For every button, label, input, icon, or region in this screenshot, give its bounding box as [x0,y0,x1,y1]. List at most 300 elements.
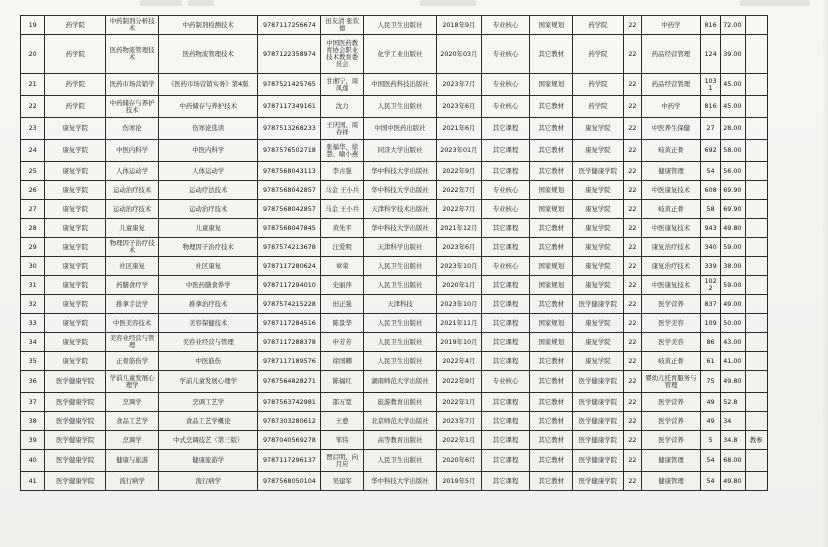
cell-author: 马金 王小兵 [321,200,364,219]
cell-row-number: 36 [21,371,45,393]
cell-publish-date: 2020年6月 [437,450,482,472]
cell-major: 健康管理 [642,472,701,491]
cell-major: 中药学 [642,16,701,35]
cell-textbook-title: 中药制剂检测技术 [159,16,258,35]
cell-publish-date: 2021年11月 [437,314,482,333]
cell-department: 康复学院 [45,162,106,181]
cell-publish-date: 2021年6月 [437,118,482,140]
cell-using-school: 医学健康学院 [573,295,624,314]
cell-department: 康复学院 [45,140,106,162]
cell-textbook-title: 社区康复 [159,257,258,276]
cell-course-type: 专业核心 [481,371,530,393]
cell-price: 59.00 [721,276,745,295]
cell-grade: 22 [623,238,641,257]
cell-row-number: 27 [21,200,45,219]
cell-using-school: 康复学院 [573,140,624,162]
cell-major: 岐黄正骨 [642,140,701,162]
cell-author: 王庆国、周春祥 [321,118,364,140]
cell-department: 医学健康学院 [45,450,106,472]
cell-department: 医学健康学院 [45,393,106,412]
cell-course-name: 食品工艺学 [106,412,159,431]
cell-course-type: 其它课程 [481,393,530,412]
cell-row-number: 37 [21,393,45,412]
cell-major: 中医康复技术 [642,181,701,200]
cell-remark [745,16,767,35]
table-row [21,35,768,74]
cell-order-count: 816 [700,16,720,35]
cell-row-number: 32 [21,295,45,314]
cell-remark [745,371,767,393]
cell-grade: 22 [623,295,641,314]
cell-grade: 22 [623,181,641,200]
cell-remark [745,314,767,333]
cell-textbook-title: 流行病学 [159,472,258,491]
cell-textbook-title: 中式烹调技艺（第三版） [159,431,258,450]
cell-using-school: 药学院 [573,74,624,96]
cell-textbook-category: 国家规划 [530,16,573,35]
cell-department: 康复学院 [45,352,106,371]
cell-publisher: 中国中医药出版社 [364,118,437,140]
cell-grade: 22 [623,314,641,333]
cell-remark [745,393,767,412]
cell-isbn: 9787564828271 [258,371,321,393]
cell-textbook-title: 烹调工艺学 [159,393,258,412]
cell-isbn: 9787117189576 [258,352,321,371]
table-row [21,371,768,393]
cell-publisher: 中国医药科技出版社 [364,74,437,96]
table-row [21,162,768,181]
cell-textbook-category: 其它教材 [530,412,573,431]
cell-major: 医学营养 [642,412,701,431]
cell-department: 康复学院 [45,181,106,200]
cell-using-school: 药学院 [573,96,624,118]
cell-order-count: 75 [700,371,720,393]
cell-major: 中医养生保健 [642,118,701,140]
cell-course-name: 儿童康复 [106,219,159,238]
table-row [21,257,768,276]
cell-author: 贾启明、向月应 [321,450,364,472]
cell-price: 50.00 [721,314,745,333]
cell-publisher: 华中科技大学出版社 [364,219,437,238]
cell-publisher: 旅游教育出版社 [364,393,437,412]
cell-isbn: 9787568042857 [258,200,321,219]
cell-remark [745,333,767,352]
cell-price: 68.00 [721,450,745,472]
cell-using-school: 医学健康学院 [573,393,624,412]
cell-row-number: 28 [21,219,45,238]
cell-grade: 22 [623,16,641,35]
cell-department: 医学健康学院 [45,412,106,431]
cell-author: 徐国卿 [321,352,364,371]
cell-publish-date: 2020年1月 [437,276,482,295]
cell-course-type: 其它课程 [481,412,530,431]
cell-textbook-title: 中医药膳食养学 [159,276,258,295]
cell-department: 康复学院 [45,200,106,219]
cell-publish-date: 2022年7月 [437,181,482,200]
cell-author: 吴建军 [321,472,364,491]
cell-price: 49.80 [721,219,745,238]
cell-grade: 22 [623,96,641,118]
cell-remark [745,238,767,257]
cell-course-type: 其它课程 [481,162,530,181]
cell-department: 康复学院 [45,333,106,352]
cell-price: 28.00 [721,118,745,140]
cell-course-name: 中医美容技术 [106,314,159,333]
cell-department: 康复学院 [45,118,106,140]
cell-publish-date: 2022年4月 [437,352,482,371]
cell-using-school: 药学院 [573,35,624,74]
cell-major: 中药学 [642,96,701,118]
cell-textbook-category: 其它教材 [530,295,573,314]
cell-course-name: 中药制剂分析技术 [106,16,159,35]
cell-author: 田友清 张钦德 [321,16,364,35]
cell-order-count: 61 [700,352,720,371]
cell-department: 康复学院 [45,257,106,276]
cell-author: 李古强 [321,162,364,181]
cell-isbn: 9787521425765 [258,74,321,96]
cell-textbook-title: 物理因子治疗技术 [159,238,258,257]
cell-remark [745,200,767,219]
cell-remark [745,35,767,74]
cell-order-count: 608 [700,181,720,200]
cell-price: 41.00 [721,352,745,371]
cell-isbn: 9787574213678 [258,238,321,257]
cell-textbook-category: 其它教材 [530,238,573,257]
cell-course-name: 药膳食疗学 [106,276,159,295]
cell-publisher: 华中科技大学出版社 [364,162,437,181]
cell-textbook-category: 国家规划 [530,74,573,96]
cell-textbook-title: 美容保健技术 [159,314,258,333]
cell-author: 邹伟 [321,431,364,450]
cell-author: 陈景华 [321,314,364,333]
cell-textbook-category: 国家规划 [530,181,573,200]
cell-isbn: 9787568042857 [258,181,321,200]
cell-grade: 22 [623,162,641,181]
cell-grade: 22 [623,371,641,393]
cell-price: 45.00 [721,74,745,96]
cell-row-number: 20 [21,35,45,74]
cell-course-name: 美容业经营与管理 [106,333,159,352]
cell-remark [745,412,767,431]
cell-textbook-category: 其它教材 [530,352,573,371]
cell-course-type: 专业核心 [481,181,530,200]
table-row [21,431,768,450]
cell-textbook-title: 中医筋伤 [159,352,258,371]
cell-textbook-category: 国家规划 [530,314,573,333]
cell-publish-date: 2023年6月 [437,238,482,257]
cell-using-school: 康复学院 [573,333,624,352]
cell-grade: 22 [623,140,641,162]
cell-price: 72.00 [721,16,745,35]
cell-order-count: 816 [700,96,720,118]
table-row [21,140,768,162]
table-row [21,352,768,371]
cell-author: 汪爱明 [321,238,364,257]
cell-price: 69.90 [721,200,745,219]
cell-major: 药品经营管理 [642,35,701,74]
cell-row-number: 31 [21,276,45,295]
cell-grade: 22 [623,74,641,96]
cell-course-type: 其它课程 [481,118,530,140]
cell-textbook-category: 其它教材 [530,162,573,181]
cell-order-count: 1031 [700,74,720,96]
cell-row-number: 40 [21,450,45,472]
cell-isbn: 9787513268233 [258,118,321,140]
cell-course-type: 专业核心 [481,257,530,276]
cell-isbn: 9787117284516 [258,314,321,333]
cell-order-count: 837 [700,295,720,314]
cell-major: 中医康复技术 [642,276,701,295]
cell-order-count: 339 [700,257,720,276]
cell-price: 39.00 [721,35,745,74]
page-edge-shadow [822,0,828,547]
cell-grade: 22 [623,352,641,371]
cell-publisher: 人民卫生出版社 [364,16,437,35]
cell-publish-date: 2022年1月 [437,431,482,450]
cell-row-number: 34 [21,333,45,352]
cell-using-school: 康复学院 [573,219,624,238]
cell-publisher: 化学工业出版社 [364,35,437,74]
cell-isbn: 9787117294010 [258,276,321,295]
cell-textbook-category: 其它教材 [530,35,573,74]
cell-author: 申芳芳 [321,333,364,352]
cell-course-type: 其它课程 [481,219,530,238]
cell-publish-date: 2020年03月 [437,35,482,74]
cell-major: 医学营养 [642,393,701,412]
cell-major: 医学美容 [642,333,701,352]
cell-textbook-title: 人体运动学 [159,162,258,181]
cell-textbook-title: 运动疗法技术 [159,181,258,200]
cell-author: 沈力 [321,96,364,118]
cell-remark [745,257,767,276]
table-row [21,74,768,96]
cell-course-name: 伤寒论 [106,118,159,140]
cell-department: 康复学院 [45,238,106,257]
cell-grade: 22 [623,200,641,219]
cell-course-type: 其它课程 [481,238,530,257]
cell-price: 49.80 [721,472,745,491]
cell-textbook-title: 中药储存与养护技术 [159,96,258,118]
cell-course-type: 其它课程 [481,140,530,162]
cell-publish-date: 2022年9月 [437,371,482,393]
cell-author: 田正强 [321,295,364,314]
table-row [21,472,768,491]
cell-course-type: 其它课程 [481,333,530,352]
cell-textbook-title: 中医内科学 [159,140,258,162]
cell-author: 章荣 [321,257,364,276]
cell-publish-date: 2023年10月 [437,295,482,314]
cell-grade: 22 [623,450,641,472]
cell-textbook-title: 运动治疗技术 [159,200,258,219]
cell-isbn: 9787568050104 [258,472,321,491]
cell-publish-date: 2018年9月 [437,16,482,35]
cell-department: 药学院 [45,16,106,35]
cell-major: 婴幼儿托育服务与管理 [642,371,701,393]
cell-isbn: 9787117349161 [258,96,321,118]
cell-publisher: 人民卫生出版社 [364,352,437,371]
table-row [21,118,768,140]
cell-course-name: 烹调学 [106,393,159,412]
cell-using-school: 康复学院 [573,276,624,295]
cell-major: 药品经营管理 [642,74,701,96]
cell-publisher: 人民卫生出版社 [364,276,437,295]
cell-course-name: 学前儿童发展心理学 [106,371,159,393]
cell-order-count: 86 [700,333,720,352]
cell-textbook-title: 儿童康复 [159,219,258,238]
cell-textbook-title: 美容业经营与管理 [159,333,258,352]
cell-grade: 22 [623,472,641,491]
cell-using-school: 医学健康学院 [573,412,624,431]
cell-author: 史丽萍 [321,276,364,295]
cell-price: 52.8 [721,393,745,412]
cell-order-count: 5 [700,431,720,450]
cell-department: 药学院 [45,96,106,118]
cell-publish-date: 2022年9月 [437,162,482,181]
cell-order-count: 943 [700,219,720,238]
cell-using-school: 药学院 [573,16,624,35]
cell-course-name: 中医内科学 [106,140,159,162]
cell-author: 邵万宽 [321,393,364,412]
cell-course-name: 运动治疗技术 [106,200,159,219]
bleed-through-header [0,0,828,14]
cell-order-count: 49 [700,393,720,412]
cell-department: 康复学院 [45,314,106,333]
cell-department: 药学院 [45,74,106,96]
cell-isbn: 9787568047845 [258,219,321,238]
cell-publisher: 人民卫生出版社 [364,96,437,118]
cell-using-school: 康复学院 [573,314,624,333]
cell-publish-date: 2023年6月 [437,96,482,118]
cell-textbook-category: 其它教材 [530,118,573,140]
cell-remark [745,140,767,162]
cell-using-school: 医学健康学院 [573,162,624,181]
cell-remark [745,295,767,314]
cell-remark [745,96,767,118]
cell-textbook-category: 国家规划 [530,333,573,352]
cell-textbook-title: 食品工艺学概论 [159,412,258,431]
cell-publisher: 华中科技大学出版社 [364,181,437,200]
cell-course-name: 医药市场营销学 [106,74,159,96]
cell-remark [745,276,767,295]
cell-row-number: 22 [21,96,45,118]
cell-publisher: 人民卫生出版社 [364,450,437,472]
cell-textbook-category: 其它教材 [530,393,573,412]
cell-course-type: 其它课程 [481,352,530,371]
cell-major: 岐黄正骨 [642,200,701,219]
table-row [21,412,768,431]
cell-major: 岐黄正骨 [642,352,701,371]
cell-remark [745,352,767,371]
cell-publish-date: 2023年7月 [437,412,482,431]
table-row [21,238,768,257]
cell-course-type: 专业核心 [481,74,530,96]
cell-price: 43.00 [721,333,745,352]
cell-isbn: 9787117280624 [258,257,321,276]
cell-price: 59.00 [721,238,745,257]
cell-grade: 22 [623,412,641,431]
cell-using-school: 康复学院 [573,181,624,200]
cell-order-count: 49 [700,412,720,431]
cell-publisher: 湖南师范大学出版社 [364,371,437,393]
cell-course-type: 其它课程 [481,450,530,472]
cell-isbn: 9787563742981 [258,393,321,412]
table-row [21,96,768,118]
cell-isbn: 9787122358974 [258,35,321,74]
cell-department: 康复学院 [45,295,106,314]
cell-textbook-title: 学前儿童发展心理学 [159,371,258,393]
cell-course-type: 其它课程 [481,295,530,314]
cell-textbook-title: 健康旅游学 [159,450,258,472]
cell-grade: 22 [623,219,641,238]
cell-row-number: 25 [21,162,45,181]
cell-remark [745,74,767,96]
cell-major: 医学美容 [642,314,701,333]
table-row [21,16,768,35]
cell-major: 医学营养 [642,295,701,314]
cell-price: 49.00 [721,295,745,314]
cell-isbn: 9787576502718 [258,140,321,162]
cell-grade: 22 [623,333,641,352]
cell-publisher: 人民卫生出版社 [364,333,437,352]
cell-textbook-category: 国家规划 [530,276,573,295]
cell-major: 康复治疗技术 [642,238,701,257]
cell-remark [745,219,767,238]
cell-author: 张福华、徐慧、喻小燕 [321,140,364,162]
cell-isbn: 9787040569278 [258,431,321,450]
table-row [21,333,768,352]
cell-textbook-title: 《医药市场营销实务》第4版 [159,74,258,96]
cell-grade: 22 [623,35,641,74]
cell-textbook-category: 其它教材 [530,431,573,450]
cell-major: 健康管理 [642,162,701,181]
cell-course-name: 物理因子治疗技术 [106,238,159,257]
cell-grade: 22 [623,118,641,140]
table-row [21,314,768,333]
cell-course-name: 运动治疗技术 [106,181,159,200]
cell-row-number: 33 [21,314,45,333]
cell-course-name: 健康与旅游 [106,450,159,472]
cell-order-count: 124 [700,35,720,74]
cell-order-count: 58 [700,200,720,219]
cell-department: 医学健康学院 [45,371,106,393]
cell-price: 34 [721,412,745,431]
cell-remark [745,162,767,181]
cell-using-school: 医学健康学院 [573,450,624,472]
cell-publish-date: 2022年7月 [437,200,482,219]
cell-using-school: 医学健康学院 [573,431,624,450]
cell-course-type: 专业核心 [481,16,530,35]
cell-course-name: 正骨筋伤学 [106,352,159,371]
textbook-table [20,15,768,491]
cell-price: 49.80 [721,371,745,393]
cell-grade: 22 [623,431,641,450]
cell-remark [745,472,767,491]
cell-publisher: 同济大学出版社 [364,140,437,162]
table-row [21,219,768,238]
cell-price: 38.00 [721,257,745,276]
cell-course-type: 其它课程 [481,472,530,491]
cell-row-number: 26 [21,181,45,200]
cell-order-count: 109 [700,314,720,333]
cell-price: 69.90 [721,181,745,200]
cell-course-type: 专业核心 [481,96,530,118]
cell-publish-date: 2019年5月 [437,472,482,491]
table-row [21,181,768,200]
cell-course-name: 推拿手法学 [106,295,159,314]
cell-row-number: 39 [21,431,45,450]
cell-textbook-title: 伤寒论选读 [159,118,258,140]
cell-textbook-title: 医药物流管理技术 [159,35,258,74]
